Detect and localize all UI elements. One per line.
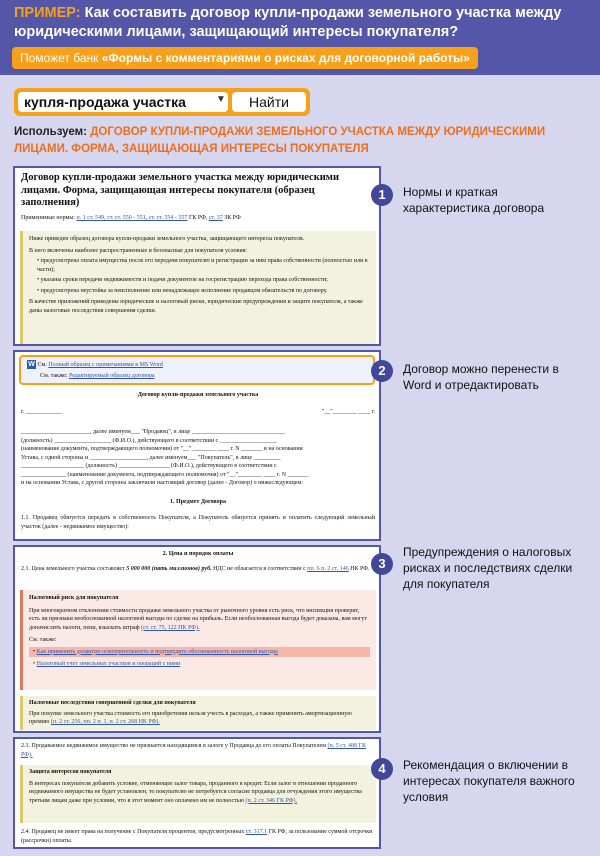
- callout-text-1: Нормы и краткая характеристика договора: [403, 185, 545, 215]
- bullet-2: • указаны сроки передачи недвижимости и подачи документов на госрегистрацию перехода права собственности;: [37, 277, 328, 283]
- bullet-1: • предусмотрена оплата имущества после его передачи покупателю и регистрации за ним права собственности (полностью или в части);: [37, 258, 368, 273]
- uses-document-link[interactable]: ДОГОВОР КУПЛИ-ПРОДАЖИ ЗЕМЕЛЬНОГО УЧАСТКА МЕЖДУ ЮРИДИЧЕСКИМИ ЛИЦАМИ. ФОРМА, ЗАЩИЩАЮЩАЯ ИНТЕРЕСЫ ПОКУПАТЕЛЯ: [14, 126, 546, 155]
- banner-title: [14, 4, 594, 42]
- due-diligence-link[interactable]: Как применить должную осмотрительность и подтвердить обоснованность налоговой выгоды: [36, 648, 278, 655]
- clause-2-3-text: 2.3. Продаваемое недвижимое имущество не признается находящимся в залоге у Продавца до его оплаты Покупателем: [21, 743, 327, 749]
- word-icon: W: [28, 361, 35, 368]
- preamble-line: _____________________ (должность) _________________ (Ф.И.О.), действующего в соответствии с: [21, 463, 277, 469]
- tax-risk-title: Налоговый риск для покупателя: [29, 595, 119, 601]
- preamble-line: Устава, с одной стороны и ___________________, далее именуем___ "Покупатель", в лице _________: [21, 454, 281, 461]
- tax-consequences-title: Налоговые последствия совершенной сделки для покупателя: [29, 700, 196, 706]
- tax-consequences-links[interactable]: (п. 2 ст. 256, пп. 2 п. 1, п. 2 ст. 268 НК РФ).: [50, 719, 160, 725]
- helper-badge: [12, 47, 478, 69]
- preamble-line: _______________________, далее именуем___ "Продавец", в лице _______________________________: [21, 429, 285, 435]
- tax-consequences-body: При покупке земельного участка стоимость его приобретения нельзя учесть в расходах, а также применить амортизационную премию: [29, 710, 352, 725]
- contract-city: г. ____________: [21, 408, 62, 415]
- contract-title: Договор купли-продажи земельного участка: [137, 392, 259, 398]
- also-prefix: См. также:: [40, 373, 69, 380]
- highlight-frame-1: [13, 166, 381, 346]
- bullet-2-text: указаны сроки передачи недвижимости и подачи документов на госрегистрацию перехода права собственности;: [40, 277, 328, 283]
- callout-text-4: Рекомендация о включении в интересах покупателя важного условия: [403, 758, 575, 804]
- norms-tail-2: ЗК РФ: [222, 214, 241, 221]
- gk-317-link[interactable]: ст. 317.1: [245, 829, 268, 835]
- clause-2-1-c: НДС не облагается в соответствии с: [211, 565, 308, 572]
- callout-number-1: 1: [371, 184, 393, 206]
- clause-2-1-d: НК РФ.: [348, 565, 370, 572]
- land-tax-accounting-link[interactable]: Налоговый учет земельных участков и операций с ними: [36, 661, 181, 667]
- callout-number-4: 4: [371, 758, 393, 780]
- norms-label: Применимые нормы:: [21, 214, 76, 221]
- search-button[interactable]: Найти: [232, 92, 306, 112]
- callout-number-2: 2: [371, 360, 393, 382]
- tax-risk-links[interactable]: (ст. ст. 75, 122 НК РФ).: [140, 624, 200, 631]
- norms-link-gk[interactable]: п. 1 ст. 549, ст. ст. 550 - 551, ст. ст. 554 - 557: [76, 214, 188, 221]
- tax-risk-see: См. также:: [29, 637, 57, 643]
- header-banner: [0, 0, 600, 75]
- norms-link-zk[interactable]: ст. 37: [208, 214, 223, 221]
- preamble-line: и на основании Устава, с другой стороны заключили настоящий договор (далее - Договор) о нижеследующем:: [21, 480, 303, 486]
- section-2-heading: 2. Цена и порядок оплаты: [162, 551, 234, 557]
- clause-2-4-tail: ГК РФ, за пользование суммой отсрочки (рассрочки) оплаты.: [21, 829, 373, 844]
- preamble-line: (наименование документа, подтверждающего полномочия) от "__"________ ____ г. N _______ и на основании: [21, 446, 303, 452]
- clause-2-1-a: 2.1. Цена земельного участка составляет: [21, 565, 127, 572]
- tax-risk-link-1-row: • Как применить должную осмотрительность и подтвердить обоснованность налоговой выгоды: [29, 647, 370, 658]
- gk-346-link[interactable]: (п. 2 ст. 346 ГК РФ).: [245, 797, 298, 804]
- tax-risk-body: При многократном отклонении стоимости продажи земельного участка от рыночного уровня есть риск, что инспекция проверит, есть ли признаки необоснованной налоговой выгоды по сделке на прибыль. Если необоснованная выгода будет доказана, вам могут доначислить налоги, пени, взыскать штраф: [29, 607, 368, 631]
- bullet-3: • предусмотрена неустойка за неисполнение или ненадлежащее исполнение продавцом обязательств по договору.: [37, 287, 328, 294]
- summary-list-title: В него включены наиболее распространенные и безопасные для покупателя условия:: [29, 247, 248, 254]
- word-full-sample-link[interactable]: Полный образец с примечаниями в MS Word: [48, 361, 163, 368]
- highlight-frame-2: [13, 350, 381, 541]
- banner-prefix: ПРИМЕР:: [14, 5, 81, 21]
- bullet-3-text: предусмотрена неустойка за неисполнение или ненадлежащее исполнение продавцом обязательств по договору.: [40, 287, 328, 294]
- bullet-1-text: предусмотрена оплата имущества после его передачи покупателю и регистрации за ним права собственности (полностью или в части);: [37, 258, 368, 273]
- search-input[interactable]: купля-продажа участка: [18, 92, 228, 112]
- section-1-heading: 1. Предмет Договора: [170, 498, 226, 505]
- doc-title: Договор купли-продажи земельного участка между юридическими лицами. Форма, защищающая интересы покупателя (образец заполнения): [21, 172, 339, 208]
- word-see-prefix: См.: [37, 361, 49, 368]
- editable-sample-link[interactable]: Редактируемый образец договора: [68, 373, 155, 380]
- highlight-frame-3: [13, 545, 381, 733]
- summary-intro: Ниже приведен образец договора купли-продажи земельного участка, защищающего интересы покупателя.: [29, 236, 305, 242]
- buyer-protection-title: Защита интересов покупателя: [29, 769, 112, 775]
- price-value: 5 000 000 (пять миллионов) руб.: [126, 565, 212, 572]
- banner-question: Как составить договор купли-продажи земельного участка между юридическими лицами, защищающий интересы покупателя?: [14, 5, 562, 40]
- callout-text-3: Предупреждения о налоговых рисках и последствиях сделки для покупателя: [403, 545, 573, 591]
- callout-text-2: Договор можно перенести в Word и отредактировать: [403, 362, 559, 392]
- tax-risk-link-2-row: • Налоговый учет земельных участков и операций с ними: [33, 661, 181, 667]
- gk-488-link[interactable]: (п. 5 ст. 488 ГК РФ).: [21, 743, 367, 758]
- clause-1-1: 1.1. Продавец обязуется передать в собственность Покупателя, а Покупатель обязуется принять и оплатить следующий земельный участок (далее - недвижимое имущество):: [21, 515, 375, 530]
- chevron-down-icon[interactable]: ▼: [216, 94, 226, 105]
- highlight-frame-4: [13, 737, 381, 849]
- preamble-line: (должность) ___________________ (Ф.И.О.), действующего в соответствии с ___________________: [21, 437, 277, 444]
- norms-tail-1: ГК РФ,: [187, 214, 209, 221]
- search-bar: [14, 88, 310, 116]
- clause-2-4-text: 2.4. Продавец не имеет права на получение с Покупателя процентов, предусмотренных: [21, 829, 245, 835]
- helper-prefix: Поможет банк: [20, 51, 102, 65]
- helper-bank[interactable]: «Формы с комментариями о рисках для договорной работы»: [101, 51, 470, 65]
- callout-number-3: 3: [371, 553, 393, 575]
- nk-146-link[interactable]: пп. 6 п. 2 ст. 146: [307, 565, 349, 572]
- contract-date: "__"________ ____ г.: [321, 408, 375, 415]
- summary-footer: В качестве приложений приведены юридические и налоговый риски, юридические предупреждения и защите покупателя, а также даны налоговые последствия совершения сделки.: [29, 299, 363, 314]
- uses-label: Используем:: [14, 126, 87, 138]
- uses-line: [14, 124, 594, 158]
- buyer-protection-body: В интересах покупателя добавить условие, отменяющее залог товара, проданного в кредит. Если залог в отношении проданного недвижимого имущества не будет установлен, то покупателю не потребуется согласие продавца для отчуждения этого имущества третьим лицам даже при условии, что в этот момент оно оплачено им не полностью: [29, 780, 362, 804]
- preamble-line: _______________ (наименование документа, подтверждающего полномочия) от "__"________ ____ г. N _______: [21, 471, 309, 478]
